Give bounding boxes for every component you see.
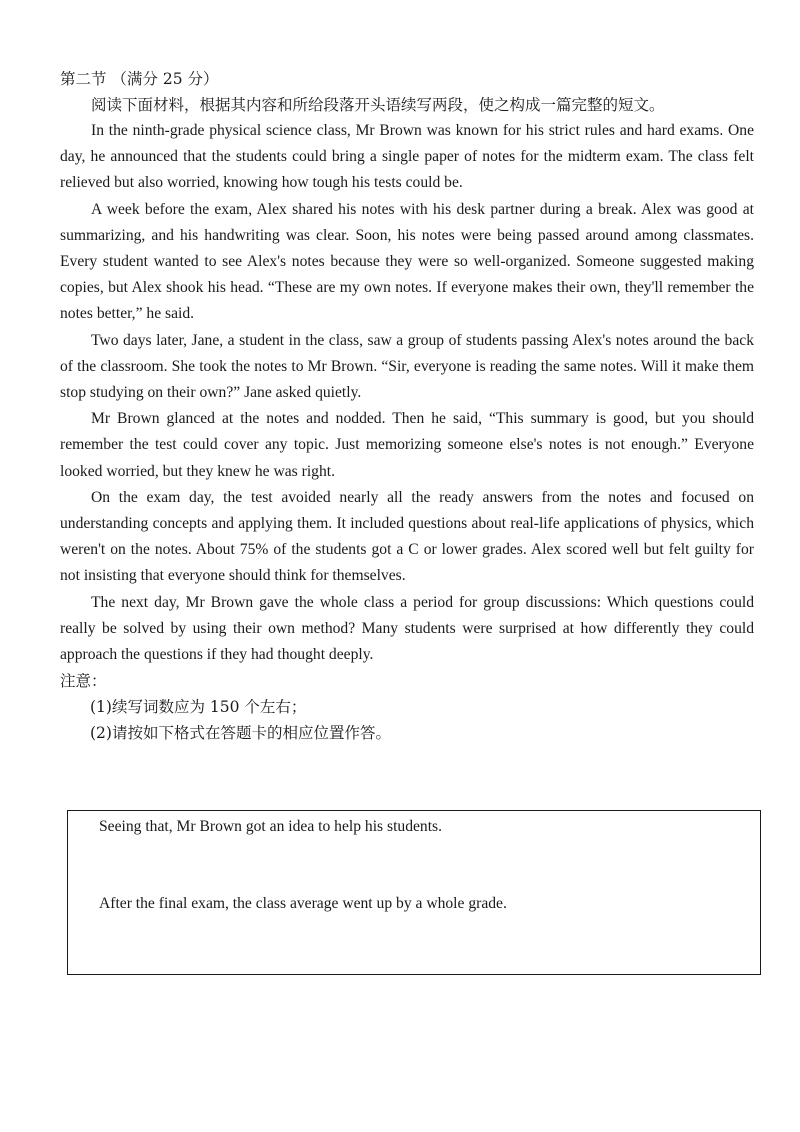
- note-item-1: (1)续写词数应为 150 个左右；: [90, 698, 307, 717]
- passage-paragraph-1: In the ninth-grade physical science class, Mr Brown was known for his strict rules and hard exams. One day, he announced that the students could bring a single paper of notes for the midterm exam. The class felt relieved but also worried, knowing how tough his tests could be.: [60, 122, 754, 192]
- note-item-2: (2)请按如下格式在答题卡的相应位置作答。: [90, 724, 391, 743]
- passage-paragraph-5: On the exam day, the test avoided nearly all the ready answers from the notes and focused on understanding concepts and applying them. It included questions about real-life applications of physics, which weren't on the notes. About 75% of the students got a C or lower grades. Alex scored well but felt guilty for not insisting that everyone should think for themselves.: [60, 488, 754, 585]
- exam-page: [60, 66, 754, 746]
- passage-paragraph-2: A week before the exam, Alex shared his notes with his desk partner during a break. Alex was good at summarizing, and his handwriting was clear. Soon, his notes were being passed around among classmates. Every student wanted to see Alex's notes because they were so well-organized. Someone suggested making copies, but Alex shook his head. “These are my own notes. If everyone makes their own, they'll remember the notes better,” he said.: [60, 200, 754, 323]
- passage-paragraph-3: Two days later, Jane, a student in the class, saw a group of students passing Alex's notes around the back of the classroom. She took the notes to Mr Brown. “Sir, everyone is reading the same notes. Will it make them stop studying on their own?” Jane asked quietly.: [60, 331, 754, 402]
- notes-label: 注意：: [60, 672, 107, 691]
- passage-paragraph-6: The next day, Mr Brown gave the whole class a period for group discussions: Which questions could really be solved by using their own method? Many students were surprised at how differently they could approach the questions if they had thought deeply.: [60, 593, 754, 664]
- answer-box[interactable]: [67, 810, 761, 975]
- instruction: 阅读下面材料，根据其内容和所给段落开头语续写两段，使之构成一篇完整的短文。: [91, 96, 665, 114]
- passage-paragraph-4: Mr Brown glanced at the notes and nodded. Then he said, “This summary is good, but you should remember the test could cover any topic. Just memorizing someone else's notes is not enough.” Everyone looked worried, but they knew he was right.: [60, 410, 754, 480]
- answer-opening-line-2: After the final exam, the class average went up by a whole grade.: [99, 895, 507, 912]
- section-title: 第二节 （满分 25 分）: [60, 70, 219, 88]
- answer-opening-line-1: Seeing that, Mr Brown got an idea to help his students.: [99, 818, 443, 835]
